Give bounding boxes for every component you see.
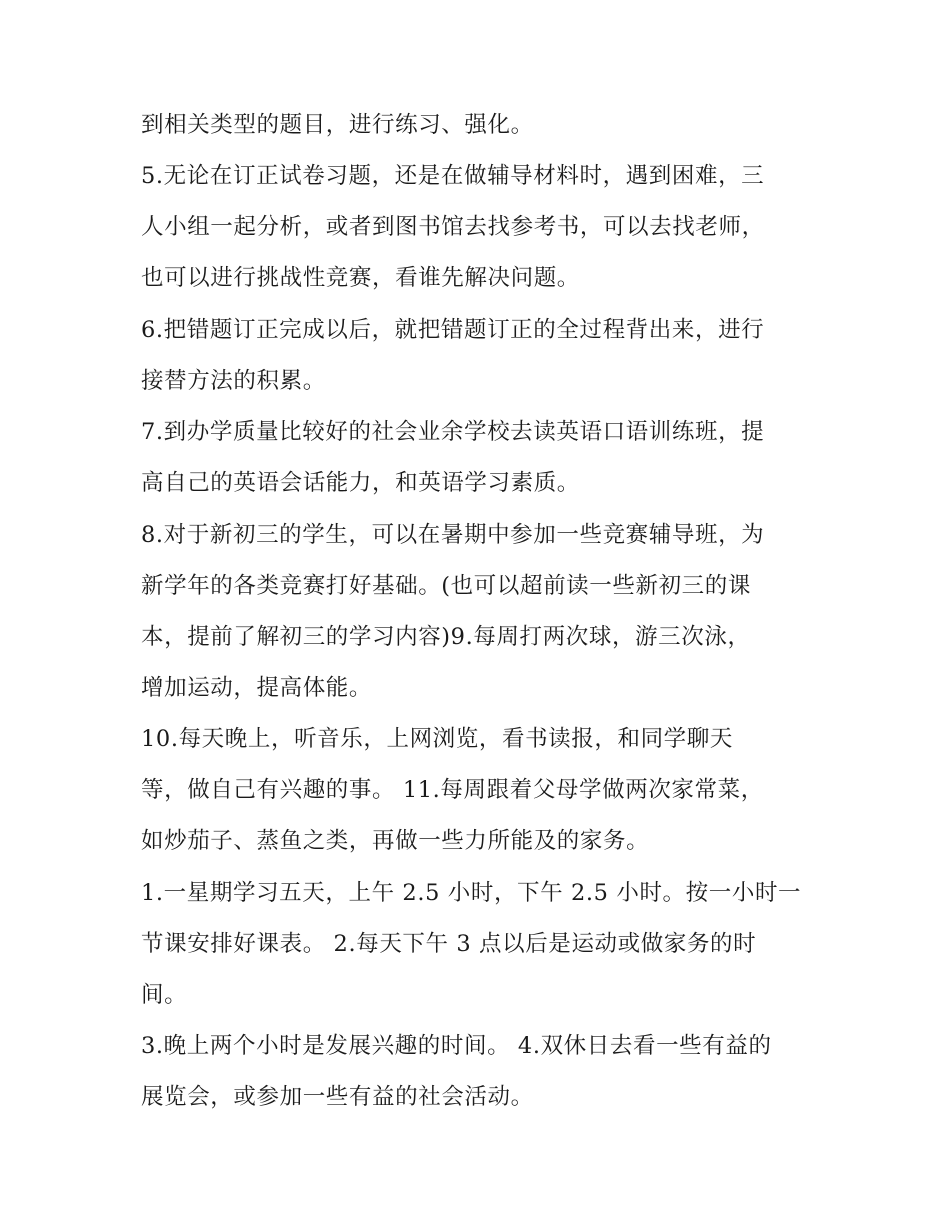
text-line: 展览会，或参加一些有益的社会活动。: [141, 1084, 534, 1110]
text-line: 5.无论在订正试卷习题，还是在做辅导材料时，遇到困难，三: [141, 163, 765, 189]
text-line: 也可以进行挑战性竞赛，看谁先解决问题。: [141, 265, 580, 291]
text-line: 6.把错题订正完成以后，就把错题订正的全过程背出来，进行: [141, 317, 765, 343]
text-line: 本，提前了解初三的学习内容)9.每周打两次球，游三次泳，: [141, 624, 751, 650]
text-line: 1.一星期学习五天，上午 2.5 小时，下午 2.5 小时。按一小时一: [141, 880, 802, 906]
text-line: 高自己的英语会话能力，和英语学习素质。: [141, 470, 580, 496]
text-line: 10.每天晚上，听音乐，上网浏览，看书读报，和同学聊天: [141, 726, 733, 752]
text-line: 人小组一起分析，或者到图书馆去找参考书，可以去找老师，: [141, 214, 765, 240]
text-line: 3.晚上两个小时是发展兴趣的时间。 4.双休日去看一些有益的: [141, 1033, 772, 1059]
text-line: 增加运动，提高体能。: [141, 675, 373, 701]
text-line: 8.对于新初三的学生，可以在暑期中参加一些竞赛辅导班，为: [141, 522, 765, 548]
text-line: 节课安排好课表。 2.每天下午 3 点以后是运动或做家务的时: [141, 931, 757, 957]
text-line: 如炒茄子、蒸鱼之类，再做一些力所能及的家务。: [141, 828, 650, 854]
text-line: 接替方法的积累。: [141, 368, 326, 394]
text-line: 新学年的各类竞赛打好基础。(也可以超前读一些新初三的课: [141, 573, 751, 599]
text-line: 7.到办学质量比较好的社会业余学校去读英语口语训练班，提: [141, 419, 765, 445]
text-line: 到相关类型的题目，进行练习、强化。: [141, 112, 534, 138]
text-line: 等，做自己有兴趣的事。 11.每周跟着父母学做两次家常菜，: [141, 777, 764, 803]
text-line: 间。: [141, 982, 188, 1008]
